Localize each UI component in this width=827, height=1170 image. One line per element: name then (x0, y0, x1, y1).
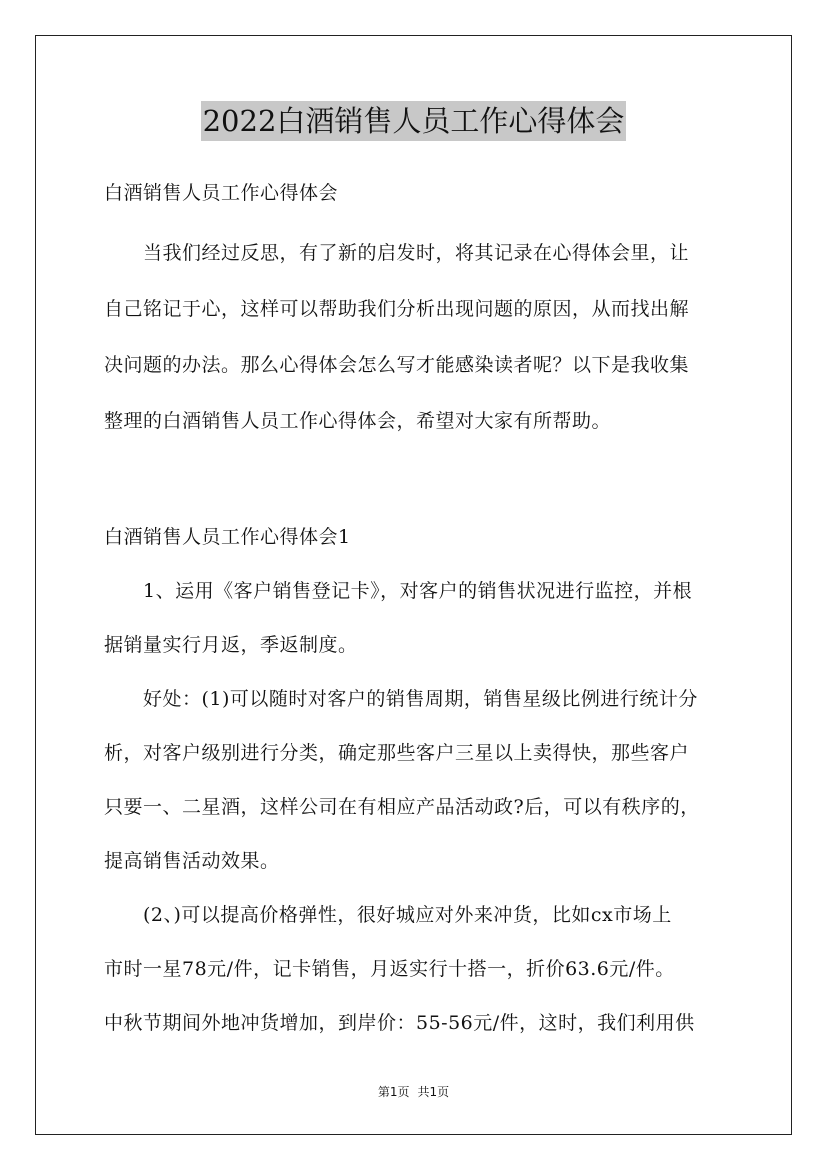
section-heading: 白酒销售人员工作心得体会1 (104, 526, 351, 548)
spacer (104, 553, 729, 575)
benefit-line: 好处：(1)可以随时对客户的销售周期，销售星级比例进行统计分 (104, 688, 698, 710)
item2-line: (2、)可以提高价格弹性，很好城应对外来冲货，比如cx市场上 (104, 904, 672, 926)
subtitle: 白酒销售人员工作心得体会 (104, 182, 339, 204)
benefit-line: 析，对客户级别进行分类，确定那些客户三星以上卖得快，那些客户 (104, 742, 690, 764)
spacer (104, 269, 729, 293)
item2-line: 中秋节期间外地冲货增加，到岸价：55-56元/件，这时，我们利用供 (104, 1012, 695, 1034)
spacer (104, 381, 729, 405)
page-total: 共1页 (417, 1085, 450, 1099)
spacer (104, 209, 729, 237)
document-body (104, 177, 729, 1039)
item1-line: 据销量实行月返，季返制度。 (104, 634, 358, 656)
intro-line: 决问题的办法。那么心得体会怎么写才能感染读者呢？以下是我收集 (104, 354, 690, 376)
intro-line: 当我们经过反思，有了新的启发时，将其记录在心得体会里，让 (104, 242, 690, 264)
spacer (104, 715, 729, 737)
spacer (104, 607, 729, 629)
spacer (104, 437, 729, 521)
item1-line: 1、运用《客户销售登记卡》，对客户的销售状况进行监控，并根 (104, 580, 693, 602)
title-wrap (0, 101, 827, 141)
spacer (104, 877, 729, 899)
spacer (104, 823, 729, 845)
spacer (104, 661, 729, 683)
spacer (104, 325, 729, 349)
spacer (104, 931, 729, 953)
intro-line: 自己铭记于心，这样可以帮助我们分析出现问题的原因，从而找出解 (104, 298, 690, 320)
item2-line: 市时一星78元/件，记卡销售，月返实行十搭一，折价63.6元/件。 (104, 958, 675, 980)
benefit-line: 只要一、二星酒，这样公司在有相应产品活动政?后，可以有秩序的， (104, 796, 700, 818)
benefit-line: 提高销售活动效果。 (104, 850, 280, 872)
document-title: 2022白酒销售人员工作心得体会 (201, 101, 627, 141)
page-footer (0, 1084, 827, 1100)
spacer (104, 769, 729, 791)
intro-line: 整理的白酒销售人员工作心得体会，希望对大家有所帮助。 (104, 410, 612, 432)
spacer (104, 985, 729, 1007)
page-number: 第1页 (377, 1085, 410, 1099)
